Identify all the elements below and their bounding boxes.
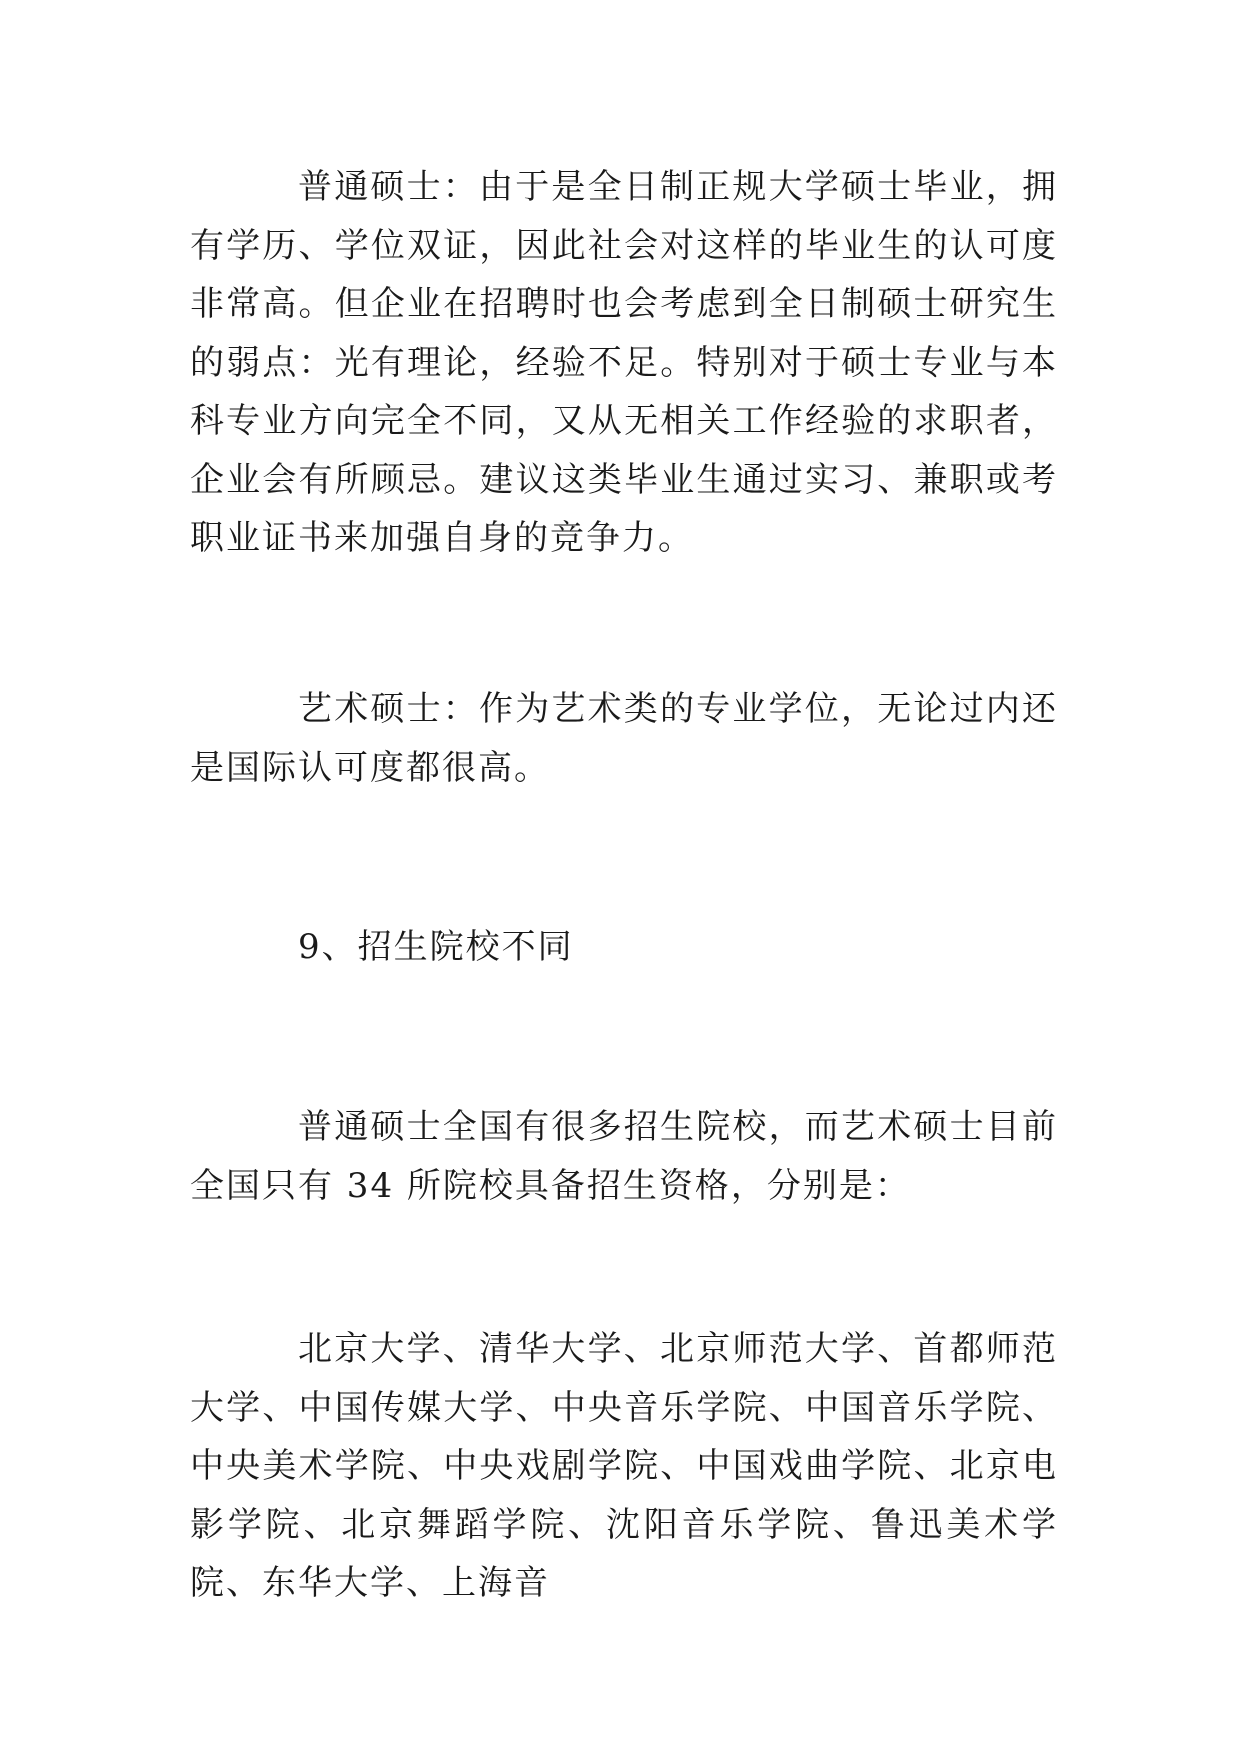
paragraph-regular-master-recognition: 普通硕士：由于是全日制正规大学硕士毕业，拥有学历、学位双证，因此社会对这样的毕业生的认可度非常高。但企业在招聘时也会考虑到全日制硕士研究生的弱点：光有理论，经验不足。特别对于硕士专业与本科专业方向完全不同，又从无相关工作经验的求职者，企业会有所顾忌。建议这类毕业生通过实习、兼职或考职业证书来加强自身的竞争力。 xyxy=(190,167,1058,558)
paragraph-school-list: 北京大学、清华大学、北京师范大学、首都师范大学、中国传媒大学、中央音乐学院、中国音乐学院、中央美术学院、中央戏剧学院、中国戏曲学院、北京电影学院、北京舞蹈学院、沈阳音乐学院、鲁迅美术学院、东华大学、上海音 xyxy=(190,1329,1058,1603)
section-heading-admission-schools: 9、招生院校不同 xyxy=(298,927,574,967)
paragraph-admission-schools-count: 普通硕士全国有很多招生院校，而艺术硕士目前全国只有 34 所院校具备招生资格，分别是： xyxy=(190,1107,1058,1206)
paragraph-art-master-recognition: 艺术硕士：作为艺术类的专业学位，无论过内还是国际认可度都很高。 xyxy=(190,689,1058,788)
